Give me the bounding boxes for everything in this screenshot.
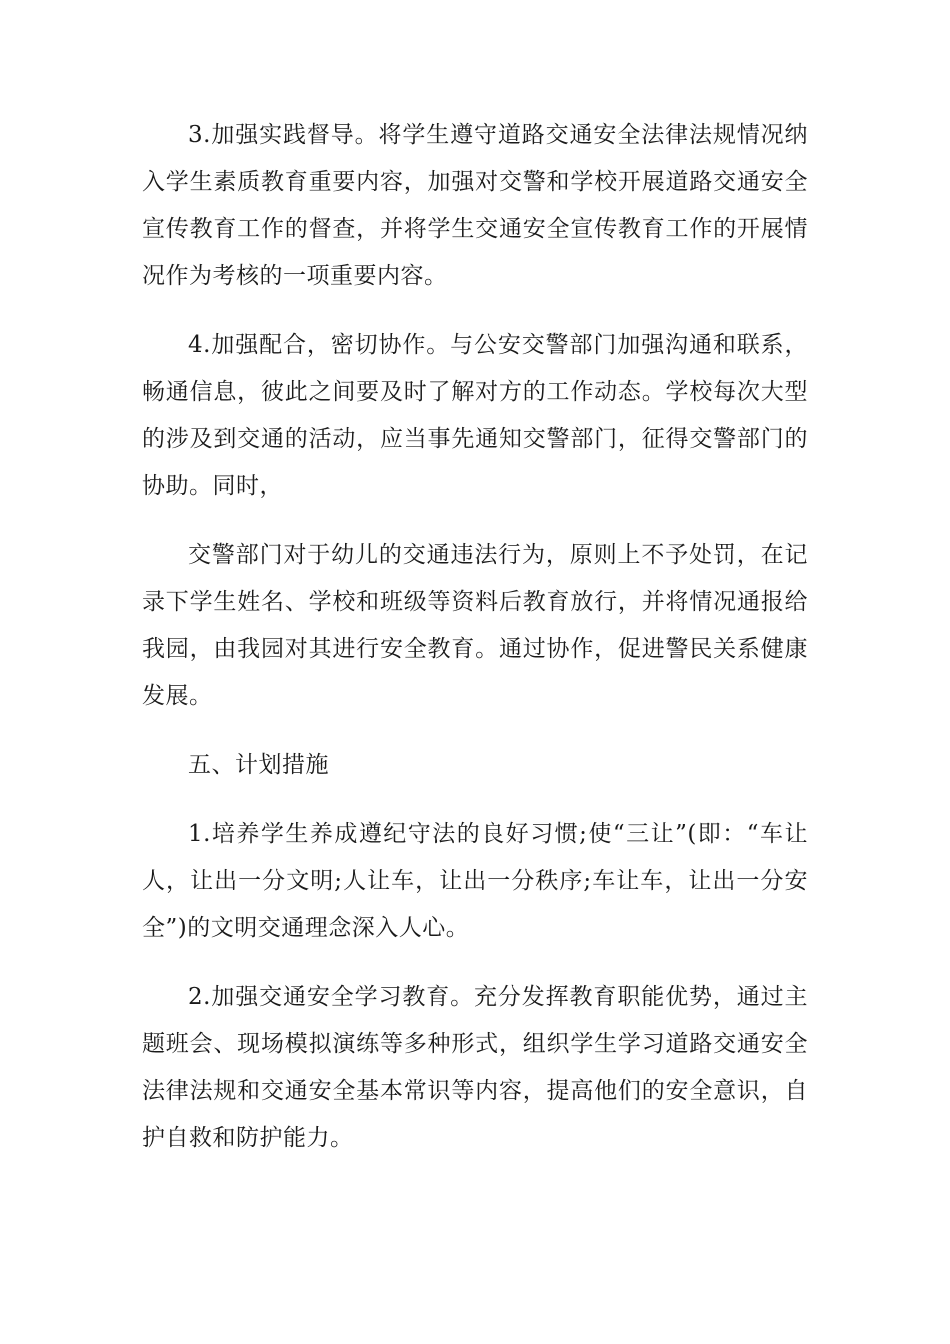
paragraph-safety-education: 2.加强交通安全学习教育。充分发挥教育职能优势，通过主题班会、现场模拟演练等多种形式，组织学生学习道路交通安全法律法规和交通安全基本常识等内容，提高他们的安全意识，自护自救和防护能力。 (142, 984, 808, 1151)
document-page (142, 112, 808, 1184)
paragraph-traffic-police: 交警部门对于幼儿的交通违法行为，原则上不予处罚，在记录下学生姓名、学校和班级等资料后教育放行，并将情况通报给我园，由我园对其进行安全教育。通过协作，促进警民关系健康发展。 (142, 542, 808, 709)
section-heading-plan-measures: 五、计划措施 (188, 752, 329, 778)
paragraph-habits: 1.培养学生养成遵纪守法的良好习惯;使“三让”(即：“车让人，让出一分文明;人让车，让出一分秩序;车让车，让出一分安全”)的文明交通理念深入人心。 (142, 821, 808, 941)
paragraph-practice-supervision: 3.加强实践督导。将学生遵守道路交通安全法律法规情况纳入学生素质教育重要内容，加强对交警和学校开展道路交通安全宣传教育工作的督查，并将学生交通安全宣传教育工作的开展情况作为考核的一项重要内容。 (142, 122, 808, 289)
paragraph-cooperation: 4.加强配合，密切协作。与公安交警部门加强沟通和联系，畅通信息，彼此之间要及时了解对方的工作动态。学校每次大型的涉及到交通的活动，应当事先通知交警部门，征得交警部门的协助。同时， (142, 332, 808, 499)
